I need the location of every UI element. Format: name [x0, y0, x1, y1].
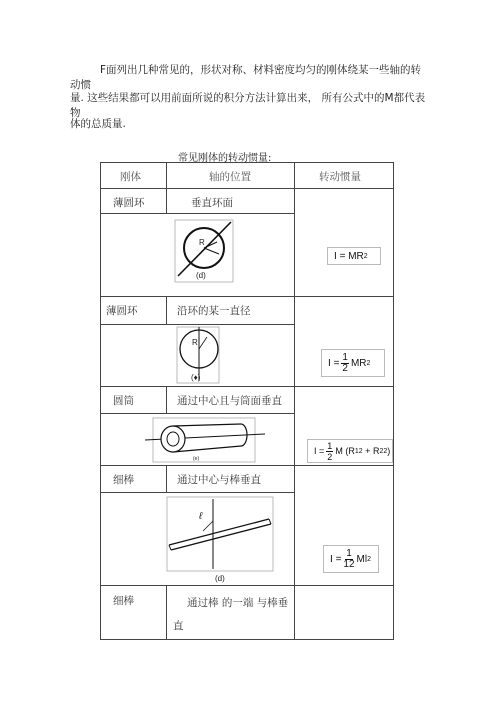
row-divider	[101, 386, 393, 387]
intro-line-3: 体的总质量.	[70, 118, 126, 130]
row3-axis: 通过中心且与筒面垂直	[177, 395, 282, 407]
intro-line-2: 量. 这些结果都可以用前面所说的积分方法计算出来， 所有公式中的M都代表物	[70, 92, 426, 119]
row5-axis-line2: 直	[173, 620, 184, 632]
formula-rhs: MR	[350, 357, 367, 369]
formula-lhs: I	[334, 250, 337, 262]
rod-length-letter: ℓ	[199, 511, 203, 522]
column-divider	[166, 465, 167, 493]
row-divider	[101, 188, 393, 189]
row-divider	[101, 296, 393, 297]
column-divider	[166, 163, 167, 214]
formula-exponent: 2	[367, 555, 371, 563]
rod-center-axis-icon	[157, 493, 293, 585]
column-divider	[294, 163, 295, 639]
formula-fraction: $\frac{1}{2}$	[327, 440, 333, 462]
formula-lhs: I	[330, 553, 333, 565]
header-axis: 轴的位置	[209, 171, 251, 183]
formula-exponent: 2	[363, 252, 368, 260]
row4-figure-label: (d)	[215, 574, 225, 583]
moment-of-inertia-table	[100, 162, 394, 640]
row4-body: 细棒	[113, 474, 134, 486]
svg-text:R: R	[199, 238, 205, 247]
row3-body: 圆筒	[113, 395, 134, 407]
row3-formula: I = $\frac{1}{2}$ M ( R 1 2 + R 2 2 )	[307, 439, 393, 463]
row4-axis: 通过中心与棒垂直	[177, 474, 261, 486]
formula-lhs: I	[328, 357, 331, 369]
row2-formula	[321, 349, 385, 377]
row2-axis: 沿环的某一直径	[177, 305, 251, 317]
row2-body: 薄圆环	[106, 305, 138, 317]
column-divider	[166, 296, 167, 325]
svg-text:R: R	[192, 338, 198, 347]
header-inertia: 转动惯量	[319, 171, 361, 183]
column-divider	[166, 386, 167, 414]
row1-formula	[327, 247, 381, 265]
intro-line-1: F面列出几种常见的，形状对称、材料密度均匀的刚体绕某一些轴的转动惯	[70, 64, 422, 91]
ring-diameter-axis-icon	[167, 325, 293, 385]
row4-formula	[323, 545, 379, 573]
formula-rhs: Ml	[356, 553, 368, 565]
column-divider	[166, 585, 167, 639]
formula-eq: =	[335, 553, 342, 565]
formula-rhs: MR	[348, 250, 364, 262]
row-divider	[101, 585, 393, 586]
row1-body: 薄圆环	[113, 197, 145, 209]
formula-eq: =	[333, 357, 340, 369]
formula-fraction: $\frac{1}{12}$	[343, 547, 355, 570]
formula-lhs: I	[314, 446, 317, 456]
cylinder-central-axis-icon	[141, 414, 293, 466]
header-body: 刚体	[120, 171, 141, 183]
row5-axis-line1: 通过棒 的一端 与棒垂	[187, 597, 289, 609]
table-caption: 常见刚体的转动惯量:	[178, 153, 272, 164]
formula-exponent: 2	[366, 359, 371, 367]
formula-eq: =	[319, 446, 325, 456]
ring-perpendicular-axis-icon	[167, 214, 293, 296]
formula-eq: =	[339, 250, 346, 262]
formula-fraction: $\frac{1}{2}$	[342, 351, 348, 374]
row1-figure-label: (d)	[196, 271, 206, 280]
row2-figure-label: (♦)	[191, 373, 201, 382]
row3-figure-label: (e)	[193, 456, 200, 462]
row5-body: 细棒	[113, 595, 134, 607]
row1-axis: 垂直环面	[191, 197, 233, 209]
